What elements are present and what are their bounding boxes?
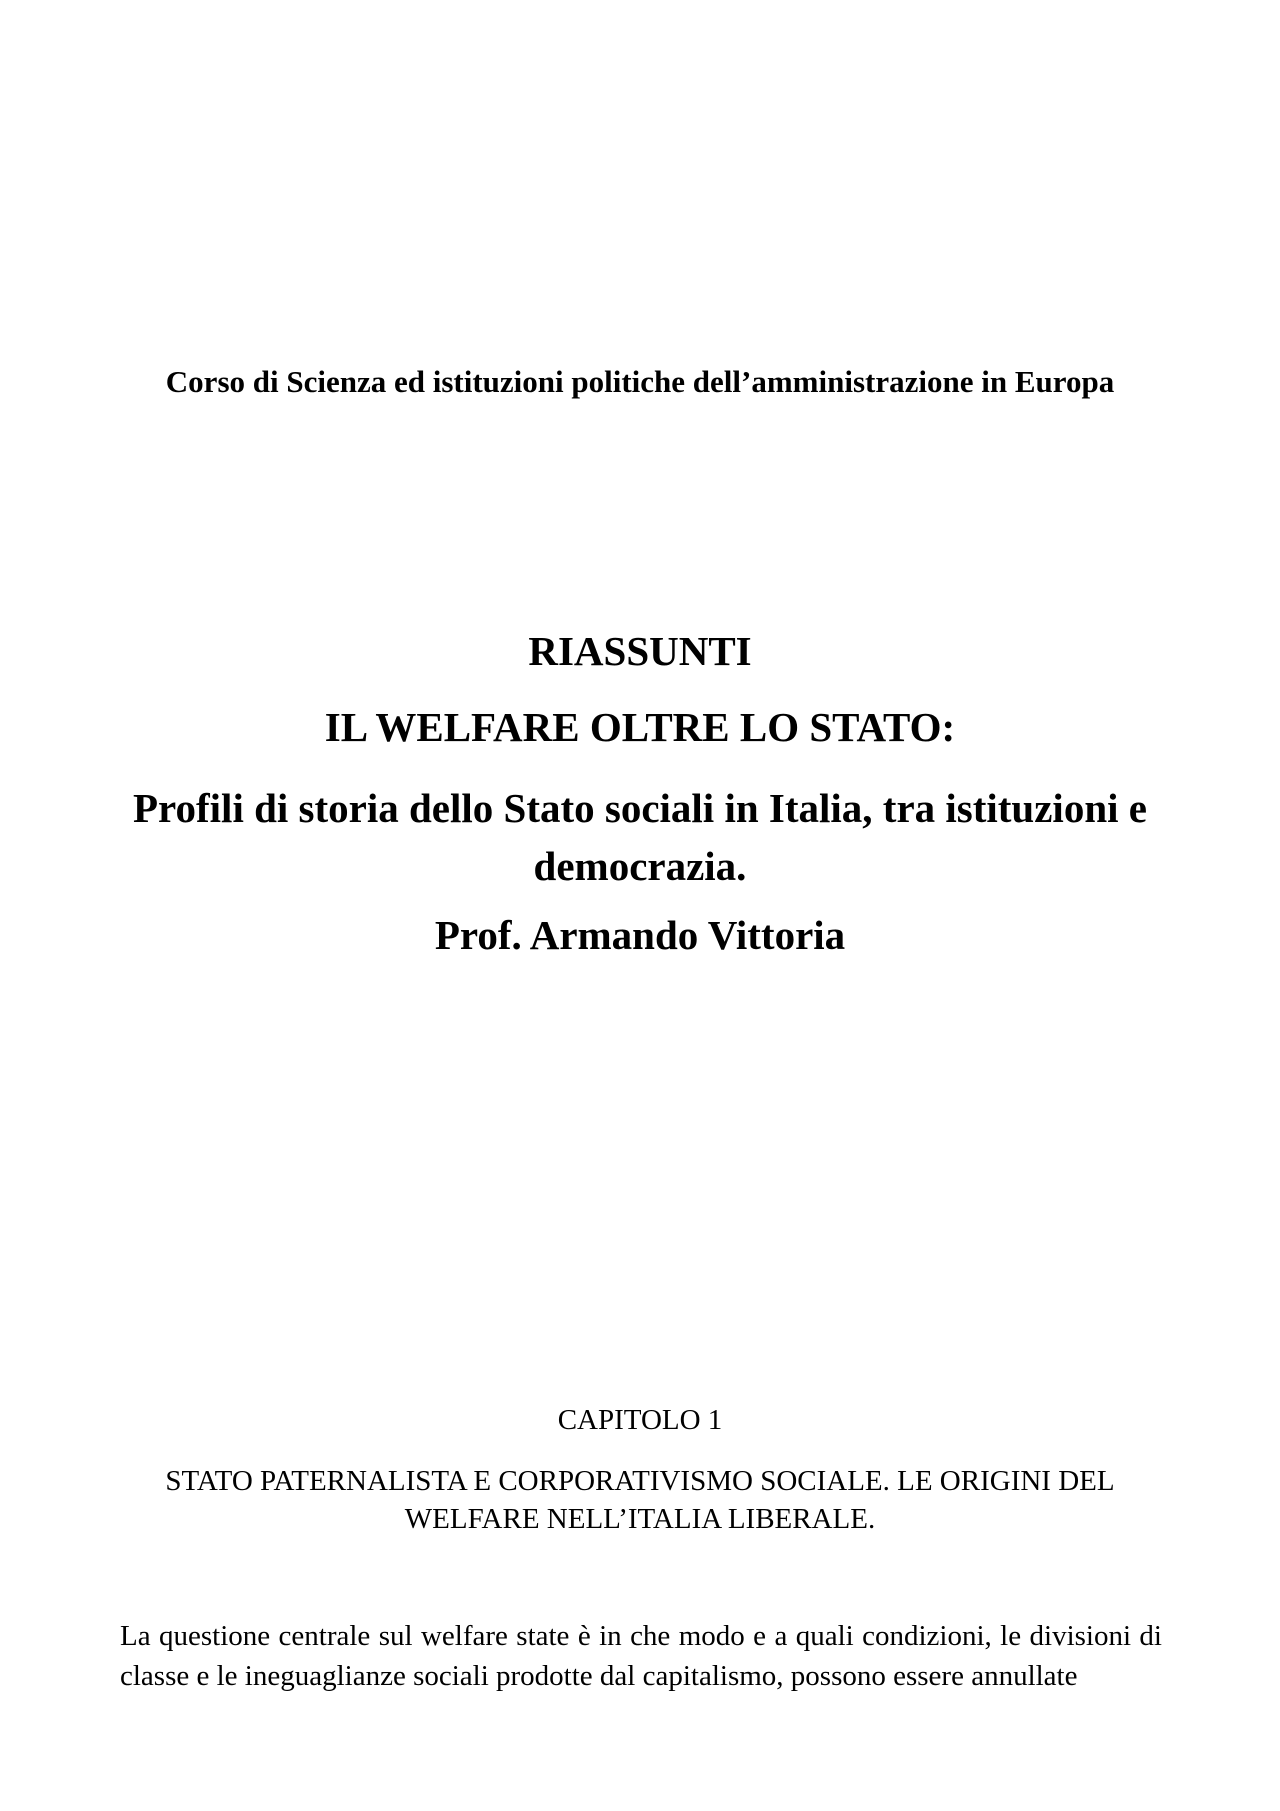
main-title: IL WELFARE OLTRE LO STATO: <box>324 704 956 750</box>
chapter-title: STATO PATERNALISTA E CORPORATIVISMO SOCIALE. LE ORIGINI DEL WELFARE NELL’ITALIA LIBERALE. <box>165 1465 1115 1535</box>
chapter-number: CAPITOLO 1 <box>557 1404 723 1436</box>
document-type-heading: RIASSUNTI <box>528 628 752 674</box>
subtitle: Profili di storia dello Stato sociali in Italia, tra istituzioni e democrazia. <box>133 785 1147 889</box>
course-heading: Corso di Scienza ed istituzioni politiche dell’amministrazione in Europa <box>165 364 1115 399</box>
author: Prof. Armando Vittoria <box>434 912 846 958</box>
body-paragraph: La questione centrale sul welfare state è in che modo e a quali condizioni, le divisioni di classe e le ineguaglianze sociali prodotte dal capitalismo, possono essere annullate <box>120 1620 1162 1692</box>
